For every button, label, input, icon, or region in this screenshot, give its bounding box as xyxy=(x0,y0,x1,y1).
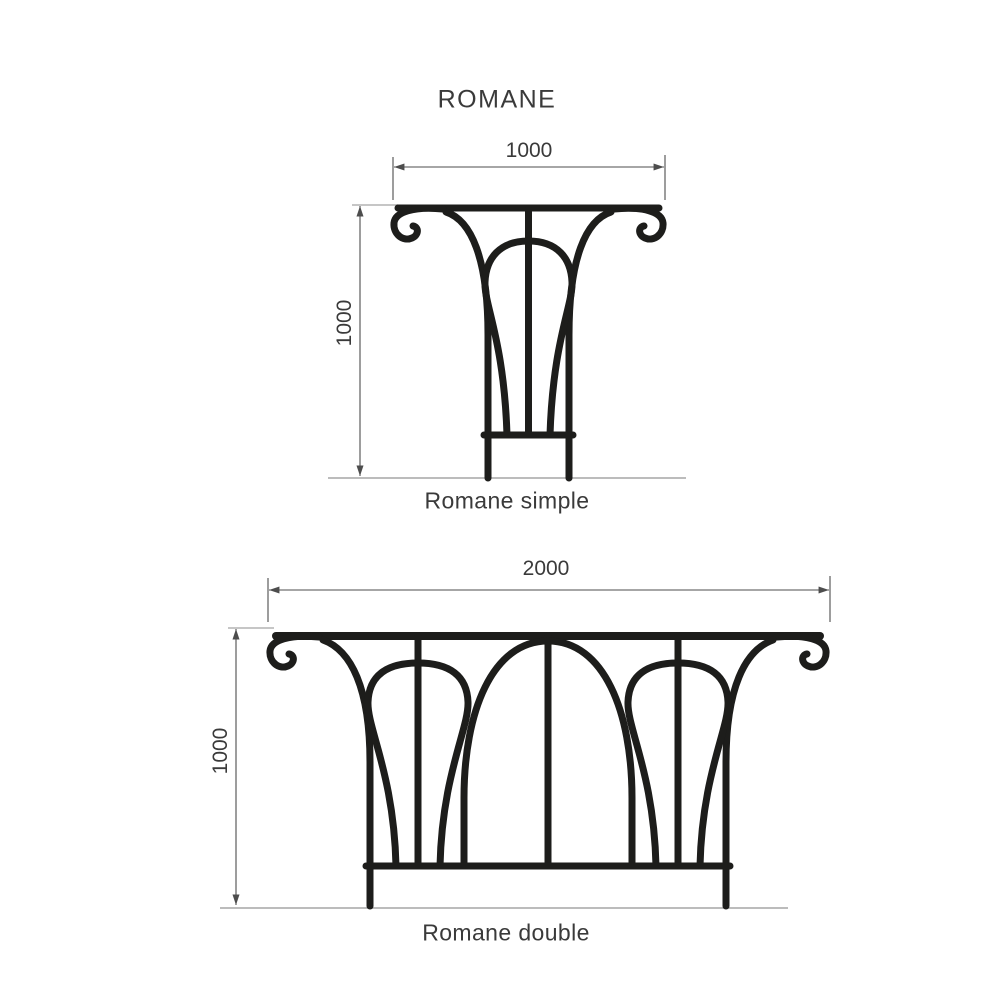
double-width-dimension xyxy=(268,576,830,622)
simple-left-sweep-post xyxy=(446,212,488,478)
double-caption: Romane double xyxy=(422,919,590,946)
simple-right-sweep-post xyxy=(569,212,611,478)
simple-width-dimension-label: 1000 xyxy=(505,139,553,162)
simple-left-volute xyxy=(394,208,443,239)
simple-caption: Romane simple xyxy=(424,487,590,514)
double-right-volute xyxy=(777,636,826,667)
double-left-volute xyxy=(270,636,319,667)
page-title: ROMANE xyxy=(437,85,557,114)
double-height-dimension-label: 1000 xyxy=(209,727,232,775)
double-ironwork xyxy=(270,636,826,906)
double-width-dimension-label: 2000 xyxy=(522,557,570,580)
double-height-dimension xyxy=(228,628,274,905)
romane-double-drawing xyxy=(220,576,830,908)
simple-right-volute xyxy=(614,208,663,239)
romane-simple-drawing xyxy=(328,155,686,478)
simple-height-dimension-label: 1000 xyxy=(333,299,356,347)
simple-ironwork xyxy=(394,208,663,478)
simple-height-dimension xyxy=(352,205,398,476)
